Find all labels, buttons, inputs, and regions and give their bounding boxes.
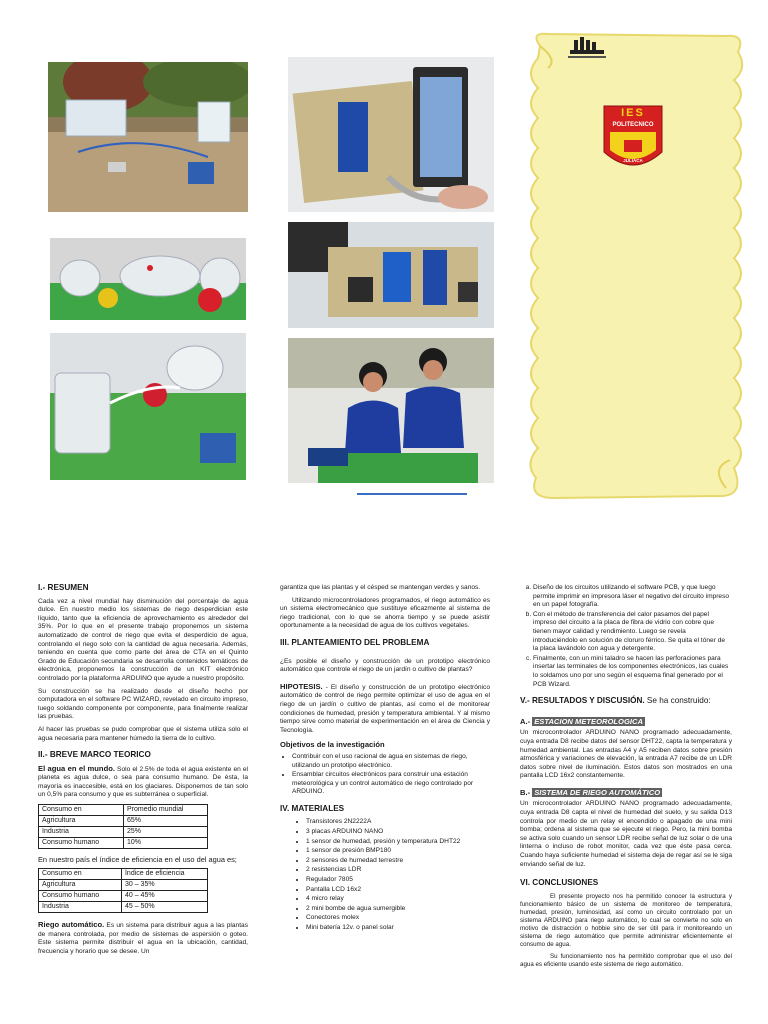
photo-students-working [288,338,494,483]
objetivos-list [280,753,490,797]
list-item: • Ensamblar circuitos electrónicos para construir una estación meteorológica y un control automático de riego controlado por ARDUINO. [292,771,490,797]
table-header-row [39,805,208,816]
list-item: b. Con el método de transferencia del calor pasamos del papel impreso del circuito a la placa de fibra de vidrio con cobre que tienen mayor calidad y rendimiento. Luego se revela introduciéndolo en solución de cloruro férrico. Se quita el tóner de la placa lavándolo con agua y detergente. [533,611,732,654]
materiales-list [280,818,490,932]
list-item: • 4 micro relay [306,895,490,904]
list-item: • Contribuir con el uso racional de agua en sistemas de riego, utilizando un prototipo electrónico. [292,753,490,770]
hipotesis-paragraph: HIPOTESIS. - El diseño y construcción de un prototipo electrónico automático de control de riego permite optimizar el uso de agua en el riego de un jardín o cultivo de plantas, así como el de monitorear condiciones de humedad, presión y temperatura ambiental. Y al mismo tiempo sirve como material de experimentación en el área de Ciencia y Tecnología. [280,681,490,734]
column-2 [280,580,490,937]
school-crest-badge [602,104,664,178]
list-item: • Conectores molex [306,914,490,923]
table-header-cell: Consumo en [39,869,122,880]
column-1 [38,580,248,960]
resumen-paragraph-1: Cada vez a nivel mundial hay disminución del porcentaje de agua dulce. En nuestro medio los sistemas de riego desperdician este líquido, tanto que la eficiencia de aprovechamiento es alrededor del 35%. Por lo que en el presente trabajo proponemos un sistema automatizado de control de riego que evita el desperdicio de agua, controlando el riego solo con la cantidad de agua necesaria. Además, teniendo en cuenta que como parte del área de CTA en el Quinto Grado de Educación secundaria se desarrolla contenidos temáticos de electrónica, proponemos la construcción de un KIT electrónico controlado por la plataforma ARDUINO que ayude a nuestro propósito. [38,597,248,682]
list-item: • 1 sensor de presión BMP180 [306,847,490,856]
list-item: • Regulador 7805 [306,876,490,885]
list-item: • 2 mini bombe de agua sumergible [306,905,490,914]
resumen-paragraph-2: Su construcción se ha realizado desde el diseño hecho por computadora en el software PC WIZARD, revelado en circuito impreso, luego soldando componente por componente, para finalmente realizar las pruebas. [38,687,248,721]
table-row [39,827,208,838]
photo-containers-green-base [50,238,246,320]
list-item: • Mini batería 12v. o panel solar [306,924,490,933]
marco-heading: II.- BREVE MARCO TEORICO [38,750,151,760]
conclusiones-heading: VI. CONCLUSIONES [520,878,599,888]
list-item: • 2 sensores de humedad terrestre [306,857,490,866]
table-cell: Industria [39,902,122,913]
list-item: • Pantalla LCD 16x2 [306,886,490,895]
table-row [39,838,208,849]
crest-line1-text: POLITECNICO [612,122,654,128]
table-header-row [39,869,208,880]
riego-heading: B.- SISTEMA DE RIEGO AUTOMÁTICO [520,787,661,797]
table-row [39,880,208,891]
riego-paragraph: Un microcontrolador ARDUINO NANO programado adecuadamente, cuya entrada D8 capta el nivel de humedad del suelo, y su salida D13 controla por medio de un relay el encendido o apagado de una mini bomba; ordena al sistema que se ejecute el riego. Pero, la mini bomba se activa solo cuando un sensor LDR recibe señal de luz solar o de una linterna o incluso de robot monitor, cada vez que éste pasa cerca. Cuando haya suficiente humedad el sistema deja de regar así se le siga enviando señal de luz. [520,800,732,868]
table-row [39,816,208,827]
list-item: c. Finalmente, con un mini taladro se hacen las perforaciones para insertar las terminales de los componentes electrónicos, las cuales lo soldamos uno por uno según el esquema final generado por el PCB Wizard. [533,655,732,689]
table-header-cell: Promedio mundial [124,805,208,816]
table-header-cell: Consumo en [39,805,124,816]
list-item: • 3 placas ARDUINO NANO [306,828,490,837]
conclusiones-paragraph-2: Su funcionamiento nos ha permitido comprobar que el uso del agua es eficiente usando este sistema de riego automático. [520,952,732,968]
resumen-paragraph-3: Al hacer las pruebas se pudo comprobar que el sistema utiliza solo el agua necesaria para mantener húmedo la tierra de lo cultivo. [38,725,248,742]
table-cell: Agricultura [39,880,122,891]
agua-mundo-lead: El agua en el mundo. [38,763,115,773]
decorative-blue-rule [357,493,467,495]
table-row [39,902,208,913]
list-item: • 2 resistencias LDR [306,866,490,875]
photo-garden-bed-board [50,333,246,480]
table-cell: Industria [39,827,124,838]
problema-heading: III. PLANTEAMIENTO DEL PROBLEMA [280,637,430,647]
col2-paragraph-1: Utilizando microcontroladores programados, el riego automático es un sistema electromecánico que sustituye eficazmente al sistema de riego tradicional, con lo que se ahorra tiempo y se puede asistir oportunamente a la necesidad de agua de los cultivos vegetales. [280,596,490,630]
problema-paragraph: ¿Es posible el diseño y construcción de un prototipo electrónico automático que controle el riego de un jardín o cultivo de plantas? [280,657,490,674]
table-row [39,891,208,902]
marco-paragraph-2: En nuestro país el índice de eficiencia en el uso del agua es; [38,855,237,865]
photo-garden-prototype-outdoor [48,62,248,212]
consumo-mundial-table [38,804,208,849]
scroll-banner [520,28,752,508]
list-item: • 1 sensor de humedad, presión y temperatura DHT22 [306,838,490,847]
table-cell: 10% [124,838,208,849]
table-cell: Consumo humano [39,891,122,902]
table-cell: 45 – 50% [121,902,207,913]
table-header-cell: Índice de eficiencia [121,869,207,880]
table-cell: 25% [124,827,208,838]
table-cell: 30 – 35% [121,880,207,891]
marco-paragraph-1: El agua en el mundo. Solo el 2.5% de toda el agua existente en el planeta es agua dulce, o sea para consumo humano. De ésta, la mayoría es inaccesible, está en los glaciares. Disponemos de tan solo un 0,5% para consumo y que es subterránea o superficial. [38,763,248,799]
list-item: • Transistores 2N2222A [306,818,490,827]
photo-pcb-lcd-board [288,57,494,212]
table-cell: Consumo humano [39,838,124,849]
hipotesis-lead: HIPOTESIS. [280,681,323,691]
table-cell: Agricultura [39,816,124,827]
materiales-heading: IV. MATERIALES [280,803,345,813]
list-item: a. Diseño de los circuitos utilizando el software PCB, y que luego permite imprimir en impresora láser el negativo del circuito impreso en un papel fotografía. [533,584,732,610]
eficiencia-table [38,868,208,913]
conclusiones-paragraph-1: El presente proyecto nos ha permitido conocer la estructura y funcionamiento básico de un sistema de monitoreo de temperatura, humedad, presión, luminosidad, así como un circuito controlado por un sistema ARDUINO para riego automático, lo cual se convierte no solo en motivo de distracción o hobbie sino de ser útil para ir monitoreando un sistema de riego automático que permite administrar eficientemente el consumo de agua. [520,892,732,948]
crest-ies-text: IES [621,107,645,119]
resumen-heading: I.- RESUMEN [38,583,89,592]
estacion-paragraph: Un microcontrolador ARDUINO NANO programado adecuadamente, cuya entrada D8 recibe datos del sensor DHT22, capta la temperatura y humedad ambiental. Las entradas A4 y A5 reciben datos sobre presión atmosférica y variaciones de elevación, la entrada A7 recibe de un LDR datos sobre nivel de iluminación. Estos datos son mostrados en una pantalla LCD 16x2 constantemente. [520,729,732,780]
resultados-heading: V.- RESULTADOS Y DISCUSIÓN. Se ha construido: [520,696,711,706]
objetivos-heading: Objetivos de la investigación [280,740,385,750]
marco-paragraph-3: Riego automático. Es un sistema para distribuir agua a las plantas de manera controlada, por medio de sistemas de aspersión o goteo. Este sistema permite distribuir el agua en la ubicación, cantidad, frecuencia y horario que se desee. Un [38,920,248,955]
table-cell: 65% [124,816,208,827]
fabrication-steps-list [520,584,732,689]
photo-relay-arduino-board [288,222,494,328]
estacion-heading: A.- ESTACION METEOROLOGICA [520,716,643,726]
crest-line2-text: JULIACA [623,158,643,163]
table-cell: 40 – 45% [121,891,207,902]
col2-paragraph-0: garantiza que las plantas y el césped se mantengan verdes y sanos. [280,584,481,591]
riego-automatico-lead: Riego automático. [38,920,105,930]
column-3 [520,580,732,973]
